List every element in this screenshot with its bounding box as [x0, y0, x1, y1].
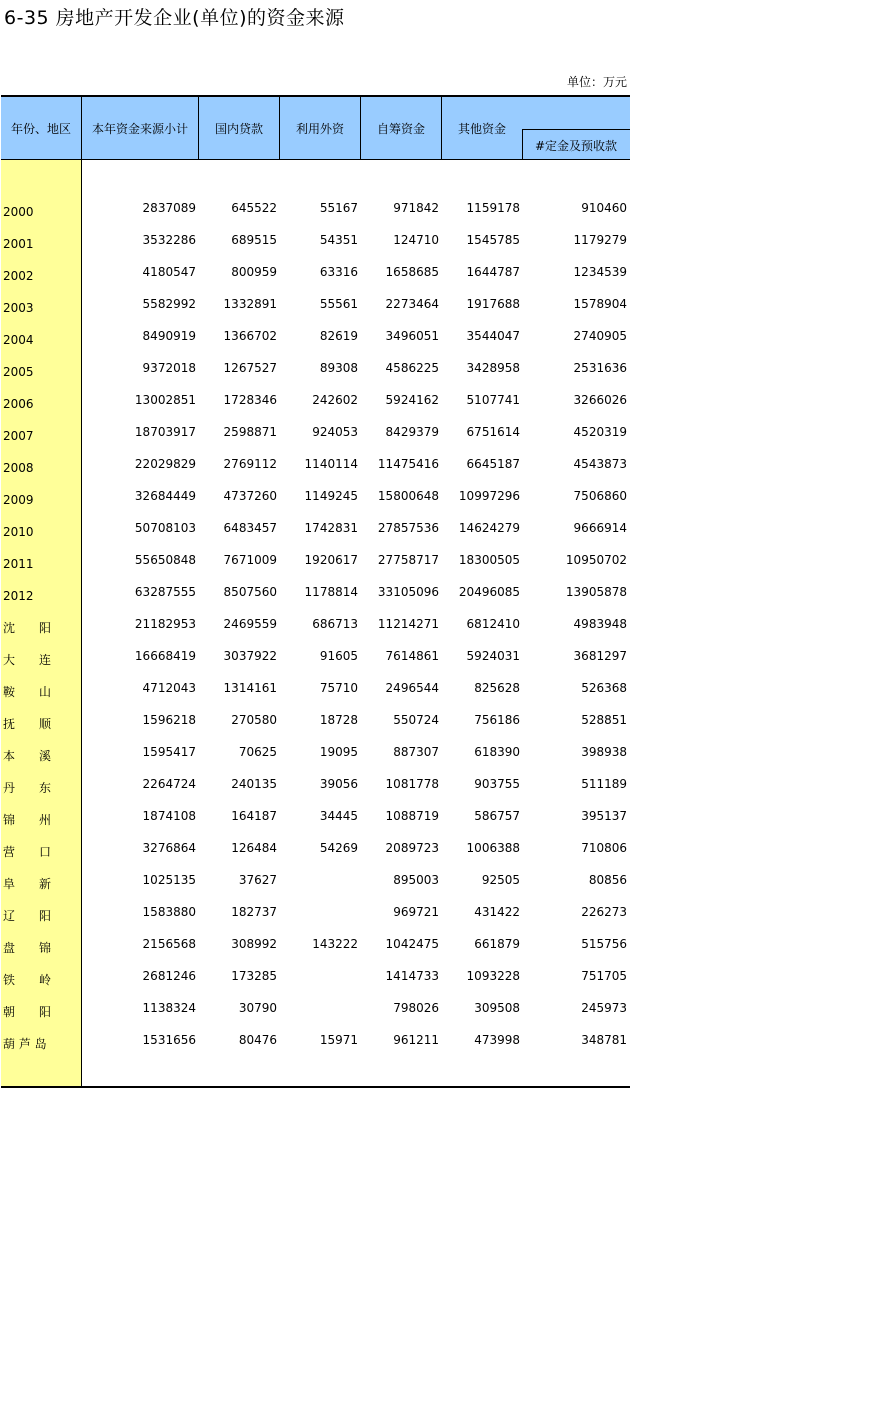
- cell-deposits: 245973: [581, 1001, 627, 1015]
- cell-domestic-loans: 308992: [231, 937, 277, 951]
- cell-total: 55650848: [134, 553, 196, 567]
- row-label: 2002: [3, 269, 34, 283]
- row-label: 2007: [3, 429, 34, 443]
- cell-domestic-loans: 80476: [238, 1033, 277, 1047]
- row-label: 2003: [3, 301, 34, 315]
- table-row: [1, 768, 630, 800]
- table-row: [1, 608, 630, 640]
- cell-self-raised: 550724: [393, 713, 439, 727]
- cell-other: 14624279: [458, 521, 520, 535]
- cell-total: 63287555: [134, 585, 196, 599]
- table-row: [1, 640, 630, 672]
- cell-total: 4712043: [142, 681, 196, 695]
- cell-deposits: 226273: [581, 905, 627, 919]
- cell-self-raised: 1081778: [385, 777, 439, 791]
- cell-total: 50708103: [134, 521, 196, 535]
- table-row: [1, 512, 630, 544]
- table-row: [1, 704, 630, 736]
- cell-foreign: 15971: [319, 1033, 358, 1047]
- table-row: [1, 800, 630, 832]
- cell-other: 20496085: [458, 585, 520, 599]
- row-label: 辽 阳: [3, 909, 52, 923]
- table-row: [1, 672, 630, 704]
- cell-other: 92505: [481, 873, 520, 887]
- cell-self-raised: 2089723: [385, 841, 439, 855]
- cell-self-raised: 1042475: [385, 937, 439, 951]
- table-row: [1, 928, 630, 960]
- cell-domestic-loans: 8507560: [223, 585, 277, 599]
- cell-other: 18300505: [458, 553, 520, 567]
- header-region: 年份、地区: [10, 122, 71, 136]
- header-divider: [522, 129, 630, 130]
- table-row: [1, 1024, 630, 1056]
- cell-other: 431422: [474, 905, 520, 919]
- cell-total: 1595417: [142, 745, 196, 759]
- table-row: [1, 416, 630, 448]
- cell-deposits: 751705: [581, 969, 627, 983]
- cell-other: 825628: [474, 681, 520, 695]
- cell-other: 1093228: [466, 969, 520, 983]
- cell-self-raised: 27857536: [377, 521, 439, 535]
- header-domestic-loans: 国内贷款: [214, 122, 263, 136]
- cell-domestic-loans: 800959: [231, 265, 277, 279]
- cell-foreign: 54351: [319, 233, 358, 247]
- header-foreign: 利用外资: [295, 122, 344, 136]
- cell-total: 1025135: [142, 873, 196, 887]
- header-total: 本年资金来源小计: [91, 122, 188, 136]
- cell-self-raised: 1658685: [385, 265, 439, 279]
- cell-deposits: 515756: [581, 937, 627, 951]
- cell-other: 1545785: [466, 233, 520, 247]
- cell-domestic-loans: 3037922: [223, 649, 277, 663]
- cell-deposits: 3266026: [573, 393, 627, 407]
- table-row: [1, 896, 630, 928]
- table-row: [1, 576, 630, 608]
- cell-foreign: 1178814: [304, 585, 358, 599]
- cell-total: 8490919: [142, 329, 196, 343]
- cell-foreign: 143222: [312, 937, 358, 951]
- table-header: [1, 97, 630, 160]
- cell-other: 473998: [474, 1033, 520, 1047]
- row-label: 2008: [3, 461, 34, 475]
- header-divider: [81, 97, 82, 160]
- cell-self-raised: 7614861: [385, 649, 439, 663]
- cell-other: 1917688: [466, 297, 520, 311]
- cell-other: 5924031: [466, 649, 520, 663]
- row-label: 大 连: [3, 653, 52, 667]
- table-row: [1, 320, 630, 352]
- cell-total: 21182953: [134, 617, 196, 631]
- cell-self-raised: 8429379: [385, 425, 439, 439]
- cell-domestic-loans: 173285: [231, 969, 277, 983]
- cell-other: 6812410: [466, 617, 520, 631]
- cell-deposits: 2531636: [573, 361, 627, 375]
- cell-total: 4180547: [142, 265, 196, 279]
- cell-total: 3276864: [142, 841, 196, 855]
- cell-foreign: 924053: [312, 425, 358, 439]
- cell-other: 5107741: [466, 393, 520, 407]
- cell-domestic-loans: 70625: [238, 745, 277, 759]
- cell-total: 18703917: [134, 425, 196, 439]
- header-divider: [522, 129, 523, 160]
- cell-total: 1531656: [142, 1033, 196, 1047]
- cell-domestic-loans: 7671009: [223, 553, 277, 567]
- cell-foreign: 91605: [319, 649, 358, 663]
- cell-total: 2681246: [142, 969, 196, 983]
- row-label: 锦 州: [3, 813, 52, 827]
- row-label: 2000: [3, 205, 34, 219]
- cell-domestic-loans: 689515: [231, 233, 277, 247]
- cell-self-raised: 969721: [393, 905, 439, 919]
- header-divider: [441, 97, 442, 160]
- cell-deposits: 398938: [581, 745, 627, 759]
- cell-foreign: 1140114: [304, 457, 358, 471]
- unit-label: 单位：万元: [566, 75, 627, 89]
- cell-self-raised: 3496051: [385, 329, 439, 343]
- row-label: 丹 东: [3, 781, 52, 795]
- cell-deposits: 710806: [581, 841, 627, 855]
- row-label: 2001: [3, 237, 34, 251]
- cell-self-raised: 11475416: [377, 457, 439, 471]
- cell-self-raised: 2496544: [385, 681, 439, 695]
- cell-other: 661879: [474, 937, 520, 951]
- table-row: [1, 544, 630, 576]
- cell-total: 1583880: [142, 905, 196, 919]
- cell-self-raised: 971842: [393, 201, 439, 215]
- row-label: 2011: [3, 557, 34, 571]
- cell-deposits: 80856: [588, 873, 627, 887]
- cell-other: 6751614: [466, 425, 520, 439]
- cell-foreign: 1920617: [304, 553, 358, 567]
- cell-foreign: 54269: [319, 841, 358, 855]
- cell-other: 309508: [474, 1001, 520, 1015]
- table-row: [1, 992, 630, 1024]
- table-bottom-border: [1, 1086, 630, 1088]
- cell-domestic-loans: 2769112: [223, 457, 277, 471]
- header-divider: [279, 97, 280, 160]
- cell-total: 1596218: [142, 713, 196, 727]
- table-row: [1, 480, 630, 512]
- row-label: 铁 岭: [3, 973, 52, 987]
- cell-self-raised: 5924162: [385, 393, 439, 407]
- cell-other: 10997296: [458, 489, 520, 503]
- cell-self-raised: 11214271: [377, 617, 439, 631]
- cell-domestic-loans: 645522: [231, 201, 277, 215]
- table-row: [1, 288, 630, 320]
- cell-domestic-loans: 1366702: [223, 329, 277, 343]
- cell-domestic-loans: 1332891: [223, 297, 277, 311]
- cell-other: 3544047: [466, 329, 520, 343]
- cell-domestic-loans: 37627: [238, 873, 277, 887]
- table-row: [1, 864, 630, 896]
- cell-total: 1138324: [142, 1001, 196, 1015]
- cell-other: 6645187: [466, 457, 520, 471]
- header-bottom-border: [1, 159, 630, 160]
- row-label: 2005: [3, 365, 34, 379]
- cell-deposits: 9666914: [573, 521, 627, 535]
- row-label: 2006: [3, 397, 34, 411]
- table-row: [1, 256, 630, 288]
- cell-self-raised: 1414733: [385, 969, 439, 983]
- cell-deposits: 4520319: [573, 425, 627, 439]
- page-title: 6-35 房地产开发企业(单位)的资金来源: [4, 7, 345, 29]
- cell-self-raised: 1088719: [385, 809, 439, 823]
- cell-deposits: 910460: [581, 201, 627, 215]
- data-table: [1, 95, 630, 1089]
- cell-self-raised: 4586225: [385, 361, 439, 375]
- cell-domestic-loans: 1728346: [223, 393, 277, 407]
- cell-domestic-loans: 2469559: [223, 617, 277, 631]
- cell-total: 1874108: [142, 809, 196, 823]
- cell-self-raised: 961211: [393, 1033, 439, 1047]
- cell-other: 756186: [474, 713, 520, 727]
- cell-self-raised: 15800648: [377, 489, 439, 503]
- cell-deposits: 4543873: [573, 457, 627, 471]
- cell-foreign: 1742831: [304, 521, 358, 535]
- cell-foreign: 39056: [319, 777, 358, 791]
- cell-deposits: 1234539: [573, 265, 627, 279]
- cell-deposits: 13905878: [565, 585, 627, 599]
- row-label: 2009: [3, 493, 34, 507]
- header-divider: [198, 97, 199, 160]
- cell-self-raised: 798026: [393, 1001, 439, 1015]
- cell-foreign: 242602: [312, 393, 358, 407]
- cell-foreign: 1149245: [304, 489, 358, 503]
- cell-deposits: 2740905: [573, 329, 627, 343]
- cell-domestic-loans: 1267527: [223, 361, 277, 375]
- cell-deposits: 3681297: [573, 649, 627, 663]
- cell-total: 5582992: [142, 297, 196, 311]
- cell-other: 1159178: [466, 201, 520, 215]
- cell-deposits: 1578904: [573, 297, 627, 311]
- cell-total: 2156568: [142, 937, 196, 951]
- cell-total: 22029829: [134, 457, 196, 471]
- cell-other: 586757: [474, 809, 520, 823]
- cell-other: 1644787: [466, 265, 520, 279]
- row-label: 阜 新: [3, 877, 52, 891]
- cell-domestic-loans: 126484: [231, 841, 277, 855]
- cell-domestic-loans: 2598871: [223, 425, 277, 439]
- cell-deposits: 7506860: [573, 489, 627, 503]
- row-label: 盘 锦: [3, 941, 52, 955]
- cell-foreign: 55167: [319, 201, 358, 215]
- cell-other: 618390: [474, 745, 520, 759]
- header-self-raised: 自筹资金: [376, 122, 425, 136]
- cell-foreign: 55561: [319, 297, 358, 311]
- cell-self-raised: 895003: [393, 873, 439, 887]
- table-row: [1, 224, 630, 256]
- cell-deposits: 10950702: [565, 553, 627, 567]
- cell-total: 2264724: [142, 777, 196, 791]
- table-row: [1, 384, 630, 416]
- cell-self-raised: 2273464: [385, 297, 439, 311]
- cell-domestic-loans: 1314161: [223, 681, 277, 695]
- cell-total: 2837089: [142, 201, 196, 215]
- cell-deposits: 528851: [581, 713, 627, 727]
- cell-deposits: 4983948: [573, 617, 627, 631]
- cell-total: 32684449: [134, 489, 196, 503]
- row-label: 葫 芦 岛: [3, 1037, 47, 1051]
- row-label: 营 口: [3, 845, 52, 859]
- cell-foreign: 18728: [319, 713, 358, 727]
- row-label: 2010: [3, 525, 34, 539]
- row-label: 2004: [3, 333, 34, 347]
- cell-domestic-loans: 4737260: [223, 489, 277, 503]
- cell-domestic-loans: 182737: [231, 905, 277, 919]
- cell-foreign: 34445: [319, 809, 358, 823]
- cell-foreign: 63316: [319, 265, 358, 279]
- cell-other: 3428958: [466, 361, 520, 375]
- cell-deposits: 511189: [581, 777, 627, 791]
- cell-foreign: 82619: [319, 329, 358, 343]
- table-row: [1, 448, 630, 480]
- table-row: [1, 352, 630, 384]
- row-label: 2012: [3, 589, 34, 603]
- header-deposits: #定金及预收款: [534, 138, 618, 153]
- cell-self-raised: 33105096: [377, 585, 439, 599]
- cell-total: 3532286: [142, 233, 196, 247]
- cell-domestic-loans: 6483457: [223, 521, 277, 535]
- cell-foreign: 89308: [319, 361, 358, 375]
- cell-deposits: 348781: [581, 1033, 627, 1047]
- table-row: [1, 192, 630, 224]
- cell-foreign: 75710: [319, 681, 358, 695]
- table-row: [1, 832, 630, 864]
- cell-foreign: 686713: [312, 617, 358, 631]
- cell-self-raised: 27758717: [377, 553, 439, 567]
- cell-domestic-loans: 270580: [231, 713, 277, 727]
- header-divider: [360, 97, 361, 160]
- row-label: 沈 阳: [3, 621, 52, 635]
- row-label: 本 溪: [3, 749, 52, 763]
- header-other: 其他资金: [457, 122, 506, 136]
- cell-total: 16668419: [134, 649, 196, 663]
- cell-foreign: 19095: [319, 745, 358, 759]
- cell-domestic-loans: 240135: [231, 777, 277, 791]
- cell-deposits: 1179279: [573, 233, 627, 247]
- cell-total: 9372018: [142, 361, 196, 375]
- cell-other: 1006388: [466, 841, 520, 855]
- cell-deposits: 395137: [581, 809, 627, 823]
- row-label: 鞍 山: [3, 685, 52, 699]
- cell-domestic-loans: 164187: [231, 809, 277, 823]
- cell-domestic-loans: 30790: [238, 1001, 277, 1015]
- table-row: [1, 960, 630, 992]
- cell-total: 13002851: [134, 393, 196, 407]
- cell-other: 903755: [474, 777, 520, 791]
- cell-deposits: 526368: [581, 681, 627, 695]
- table-row: [1, 736, 630, 768]
- cell-self-raised: 887307: [393, 745, 439, 759]
- row-label: 朝 阳: [3, 1005, 52, 1019]
- cell-self-raised: 124710: [393, 233, 439, 247]
- row-label: 抚 顺: [3, 717, 52, 731]
